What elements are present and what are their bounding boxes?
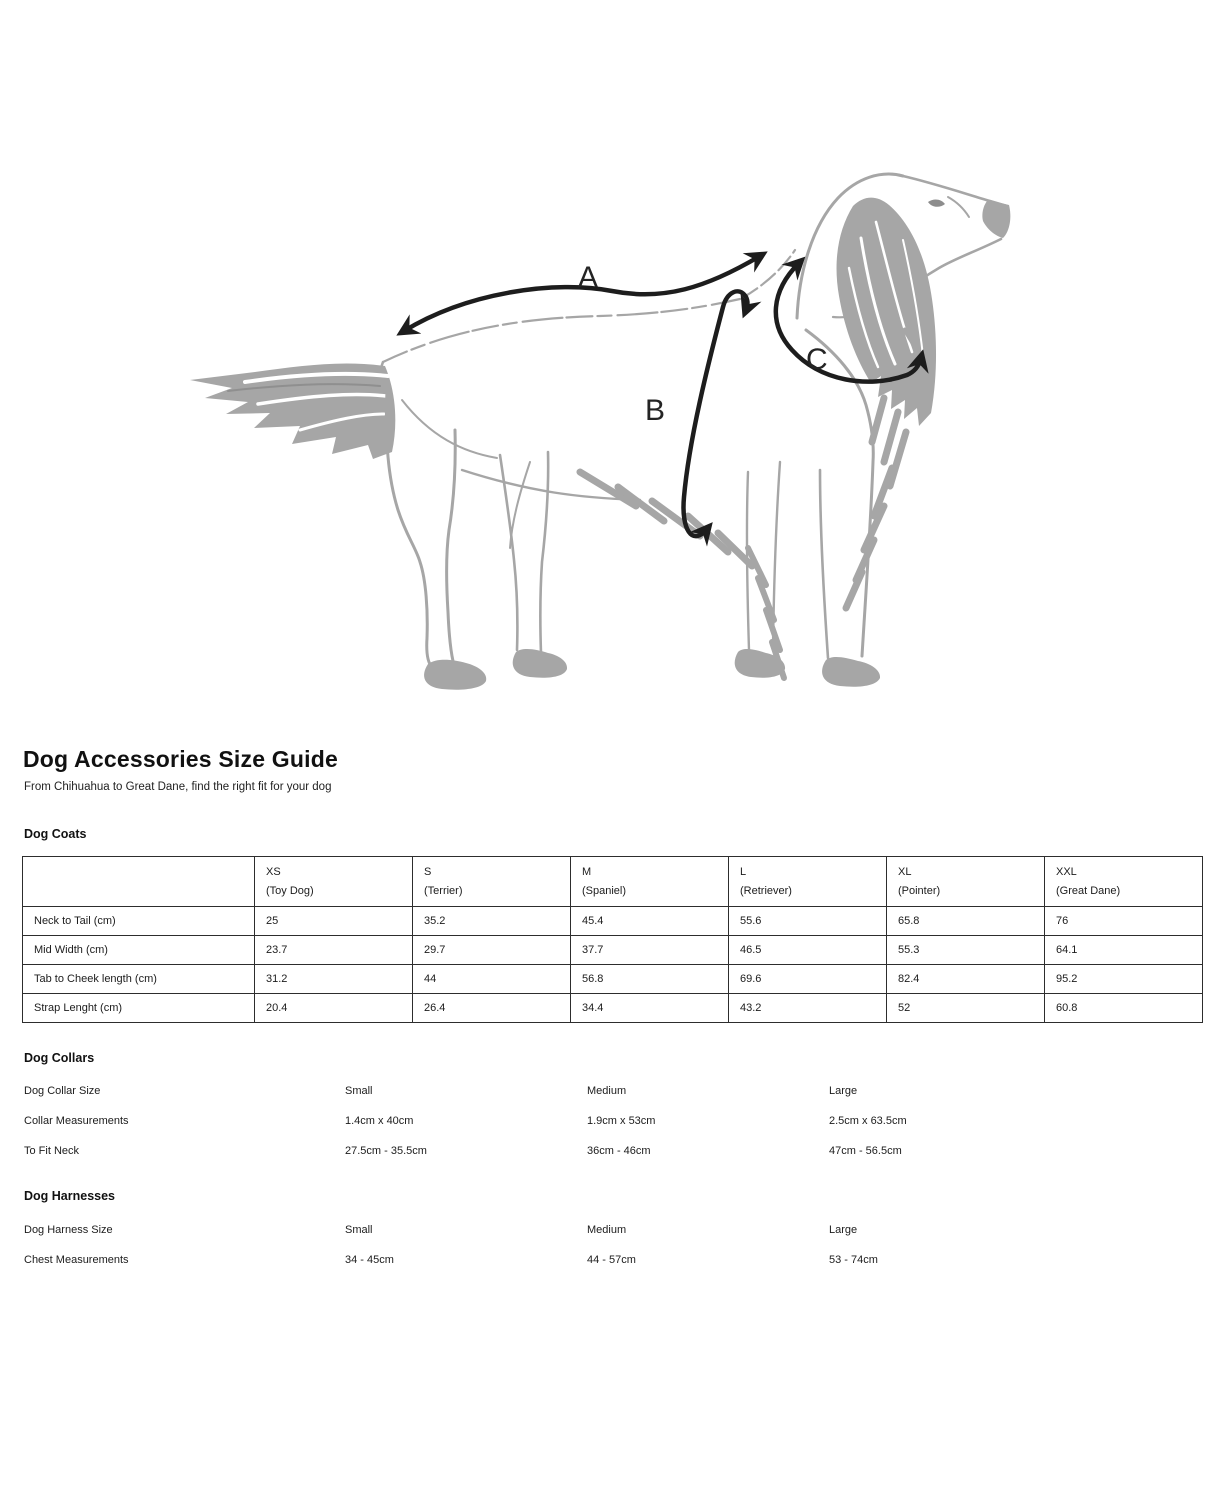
value-large: 53 - 74cm xyxy=(829,1254,878,1266)
size-code: XL xyxy=(898,866,912,879)
cell: 35.2 xyxy=(413,907,571,936)
breed-example: (Great Dane) xyxy=(1056,884,1121,897)
label-b: B xyxy=(645,394,666,427)
cell: 26.4 xyxy=(413,994,571,1023)
dog-harnesses-heading: Dog Harnesses xyxy=(24,1189,116,1203)
cell: 20.4 xyxy=(255,994,413,1023)
row-label: Chest Measurements xyxy=(24,1254,129,1266)
size-code: M xyxy=(582,866,592,879)
chest-girth-arrow xyxy=(684,291,748,536)
value-small: 1.4cm x 40cm xyxy=(345,1115,414,1127)
size-code: XXL xyxy=(1056,866,1077,879)
dog-collars-heading: Dog Collars xyxy=(24,1051,95,1065)
cell: 31.2 xyxy=(255,965,413,994)
coats-header-empty xyxy=(23,857,255,907)
size-code: S xyxy=(424,866,432,879)
dog-sketch xyxy=(190,174,1010,690)
row-label: Neck to Tail (cm) xyxy=(23,907,255,936)
table-row-tab-to-cheek xyxy=(23,965,1203,994)
value-small: 27.5cm - 35.5cm xyxy=(345,1145,427,1157)
value-small: Small xyxy=(345,1085,373,1097)
value-medium: Medium xyxy=(587,1085,627,1097)
breed-example: (Toy Dog) xyxy=(266,884,314,897)
dog-coats-table xyxy=(22,856,1203,1023)
collar-measurements-row xyxy=(0,1115,1225,1131)
breed-example: (Pointer) xyxy=(898,884,941,897)
coats-col-xs xyxy=(255,857,413,907)
size-code: XS xyxy=(266,866,281,879)
cell: 69.6 xyxy=(729,965,887,994)
coats-col-l xyxy=(729,857,887,907)
value-large: Large xyxy=(829,1085,858,1097)
coats-header-row xyxy=(23,857,1203,907)
cell: 52 xyxy=(887,994,1045,1023)
cell: 25 xyxy=(255,907,413,936)
value-large: Large xyxy=(829,1224,858,1236)
value-medium: 1.9cm x 53cm xyxy=(587,1115,656,1127)
value-small: 34 - 45cm xyxy=(345,1254,394,1266)
cell: 82.4 xyxy=(887,965,1045,994)
value-medium: Medium xyxy=(587,1224,627,1236)
cell: 37.7 xyxy=(571,936,729,965)
cell: 55.6 xyxy=(729,907,887,936)
page-subtitle: From Chihuahua to Great Dane, find the right fit for your dog xyxy=(24,781,332,793)
cell: 43.2 xyxy=(729,994,887,1023)
size-code: L xyxy=(740,866,747,879)
harness-size-row xyxy=(0,1224,1225,1240)
table-row-neck-to-tail xyxy=(23,907,1203,936)
coats-col-s xyxy=(413,857,571,907)
label-a: A xyxy=(578,261,599,294)
row-label: Dog Harness Size xyxy=(24,1224,113,1236)
row-label: Mid Width (cm) xyxy=(23,936,255,965)
cell: 64.1 xyxy=(1045,936,1203,965)
harness-chest-row xyxy=(0,1254,1225,1270)
collar-fit-neck-row xyxy=(0,1145,1225,1161)
cell: 95.2 xyxy=(1045,965,1203,994)
cell: 55.3 xyxy=(887,936,1045,965)
cell: 76 xyxy=(1045,907,1203,936)
cell: 56.8 xyxy=(571,965,729,994)
cell: 23.7 xyxy=(255,936,413,965)
breed-example: (Terrier) xyxy=(424,884,463,897)
cell: 29.7 xyxy=(413,936,571,965)
coats-col-xl xyxy=(887,857,1045,907)
value-medium: 44 - 57cm xyxy=(587,1254,636,1266)
cell: 60.8 xyxy=(1045,994,1203,1023)
cell: 46.5 xyxy=(729,936,887,965)
row-label: Strap Lenght (cm) xyxy=(23,994,255,1023)
value-large: 47cm - 56.5cm xyxy=(829,1145,902,1157)
cell: 65.8 xyxy=(887,907,1045,936)
table-row-mid-width xyxy=(23,936,1203,965)
value-large: 2.5cm x 63.5cm xyxy=(829,1115,907,1127)
cell: 44 xyxy=(413,965,571,994)
coats-col-xxl xyxy=(1045,857,1203,907)
dog-illustration xyxy=(0,0,1225,740)
row-label: To Fit Neck xyxy=(24,1145,80,1157)
coats-col-m xyxy=(571,857,729,907)
breed-example: (Spaniel) xyxy=(582,884,627,897)
row-label: Dog Collar Size xyxy=(24,1085,101,1097)
dog-coats-heading: Dog Coats xyxy=(24,827,87,841)
breed-example: (Retriever) xyxy=(740,884,792,897)
cell: 34.4 xyxy=(571,994,729,1023)
collar-size-row xyxy=(0,1085,1225,1101)
table-row-strap-length xyxy=(23,994,1203,1023)
value-medium: 36cm - 46cm xyxy=(587,1145,651,1157)
cell: 45.4 xyxy=(571,907,729,936)
label-c: C xyxy=(806,343,828,376)
page-title: Dog Accessories Size Guide xyxy=(23,746,338,772)
value-small: Small xyxy=(345,1224,373,1236)
row-label: Collar Measurements xyxy=(24,1115,129,1127)
row-label: Tab to Cheek length (cm) xyxy=(23,965,255,994)
